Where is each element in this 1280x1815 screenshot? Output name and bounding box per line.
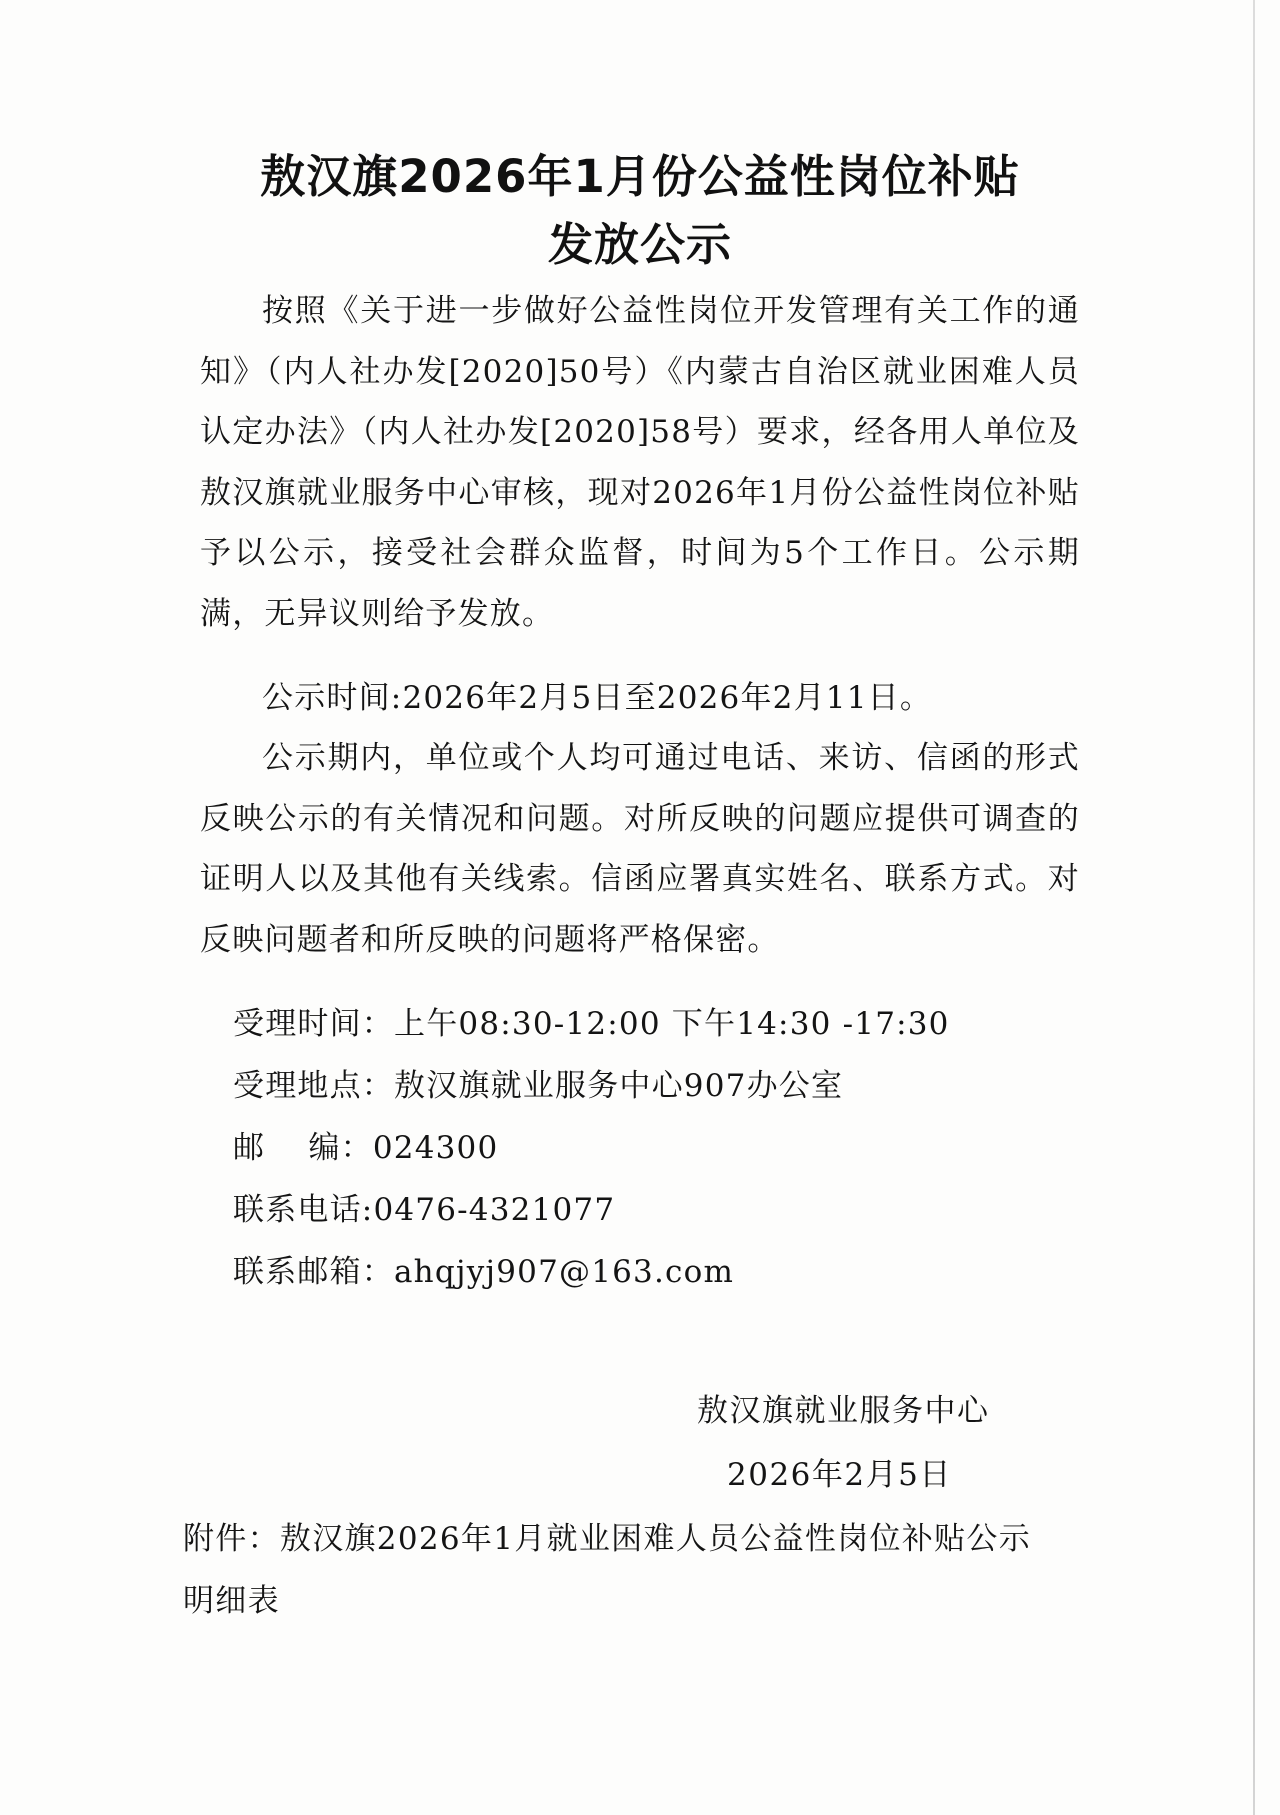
contact-phone: 联系电话:0476-4321077	[233, 1192, 616, 1228]
paragraph-basis: 按照《关于进一步做好公益性岗位开发管理有关工作的通知》（内人社办发[2020]50号）《内蒙古自治区就业困难人员认定办法》（内人社办发[2020]58号）要求，经各用人单位及敖汉旗就业服务中心审核，现对2026年1月份公益性岗位补贴予以公示，接受社会群众监督，时间为5个工作日。公示期满，无异议则给予发放。	[200, 293, 1080, 632]
attachment-note: 附件：敖汉旗2026年1月就业困难人员公益性岗位补贴公示明细表	[183, 1521, 1032, 1619]
contact-postcode: 邮 编：024300	[233, 1130, 499, 1166]
paragraph-feedback: 公示期内，单位或个人均可通过电话、来访、信函的形式反映公示的有关情况和问题。对所反映的问题应提供可调查的证明人以及其他有关线索。信函应署真实姓名、联系方式。对反映问题者和所反映的问题将严格保密。	[200, 740, 1080, 958]
document-title-line1: 敖汉旗2026年1月份公益性岗位补贴	[260, 150, 1020, 203]
contact-hours: 受理时间：上午08:30-12:00 下午14:30 -17:30	[233, 1006, 950, 1042]
signature-date: 2026年2月5日	[727, 1457, 952, 1493]
signature-organization: 敖汉旗就业服务中心	[697, 1393, 990, 1429]
contact-address: 受理地点：敖汉旗就业服务中心907办公室	[233, 1068, 844, 1104]
contact-email: 联系邮箱：ahqjyj907@163.com	[233, 1254, 735, 1290]
paragraph-publicity-period: 公示时间:2026年2月5日至2026年2月11日。	[262, 680, 933, 716]
document-title-line2: 发放公示	[547, 218, 732, 271]
